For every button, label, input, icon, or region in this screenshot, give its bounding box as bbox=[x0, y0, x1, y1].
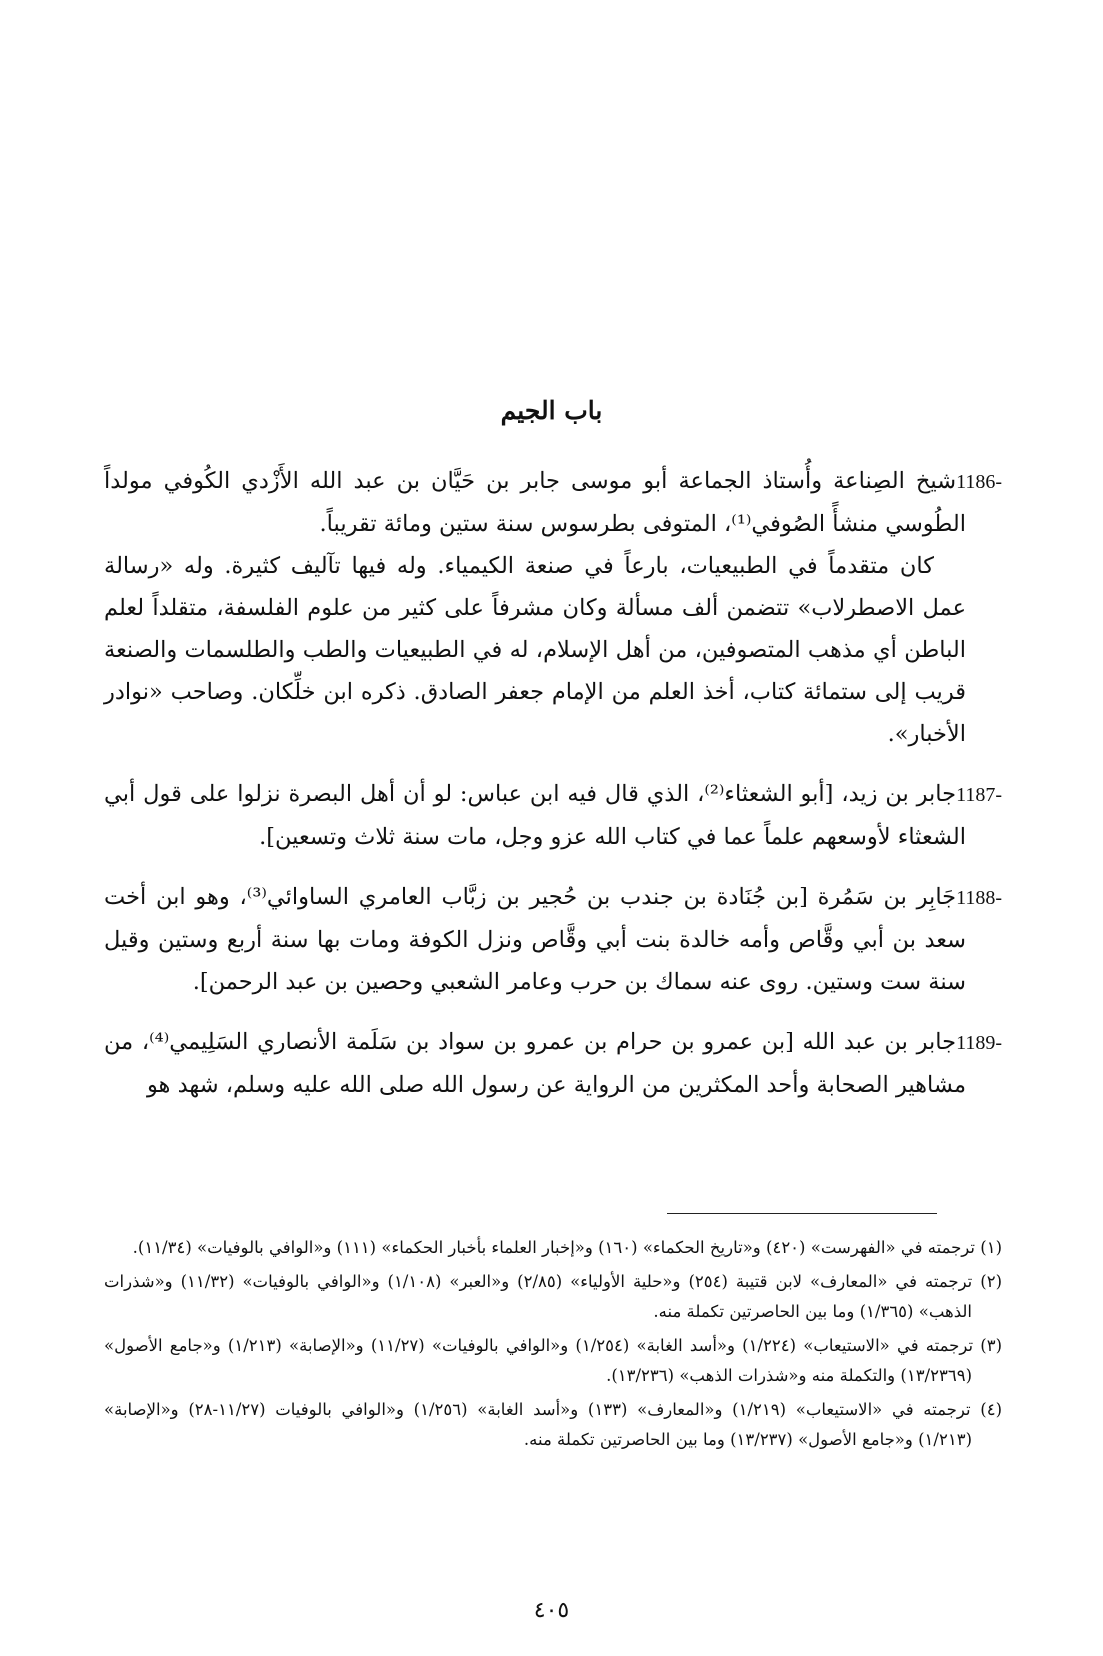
footnote-divider bbox=[667, 1213, 937, 1214]
entry-heading bbox=[104, 876, 1002, 1003]
chapter-title: باب الجيم bbox=[500, 396, 603, 425]
footnote-3: (٣) ترجمته في «الاستيعاب» (١/٢٢٤) و«أسد الغابة» (١/٢٥٤) و«الوافي بالوفيات» (١١/٢٧) و«الإصابة» (١/٢١٣) و«جامع الأصول» (١٣/٢٣٦٩) والتكملة منه و«شذرات الذهب» (١٣/٢٣٦). bbox=[104, 1336, 1002, 1385]
entry-1186 bbox=[104, 460, 1002, 755]
footnote-4: (٤) ترجمته في «الاستيعاب» (١/٢١٩) و«المعارف» (١٣٣) و«أسد الغابة» (١/٢٥٦) و«الوافي بالوفيات (١١/٢٧-٢٨) و«الإصابة» (١/٢١٣) و«جامع الأصول» (١٣/٢٣٧) وما بين الحاصرتين تكملة منه. bbox=[104, 1400, 1003, 1449]
entry-1188 bbox=[104, 876, 1002, 1003]
page-number: ٤٠٥ bbox=[533, 1598, 570, 1623]
entry-heading bbox=[104, 460, 1002, 545]
entry-number: 1189- bbox=[956, 1032, 1002, 1054]
entry-heading-text: جابر بن زيد، [أبو الشعثاء⁽²⁾، الذي قال فيه ابن عباس: لو أن أهل البصرة نزلوا على قول أبي الشعثاء لأوسعهم علماً عما في كتاب الله عزو وجل، مات سنة ثلاث وتسعين]. bbox=[104, 781, 966, 850]
entry-heading bbox=[104, 773, 1002, 858]
footnote-1: (١) ترجمته في «الفهرست» (٤٢٠) و«تاريخ الحكماء» (١٦٠) و«إخبار العلماء بأخبار الحكماء» (١١١) و«الوافي بالوفيات» (١١/٣٤). bbox=[132, 1238, 1002, 1257]
entry-1187 bbox=[104, 773, 1002, 858]
entry-heading bbox=[104, 1021, 1002, 1106]
entry-number: 1186- bbox=[956, 471, 1002, 493]
footnotes bbox=[104, 1233, 1002, 1459]
entry-number: 1188- bbox=[956, 887, 1003, 909]
entry-heading-text: جابر بن عبد الله [بن عمرو بن حرام بن عمرو بن سواد بن سَلَمة الأنصاري السَلِيمي⁽⁴⁾، من مشاهير الصحابة وأحد المكثرين من الرواية عن رسول الله صلى الله عليه وسلم، شهد هو bbox=[104, 1029, 966, 1098]
entry-body: كان متقدماً في الطبيعيات، بارعاً في صنعة الكيمياء. وله فيها تآليف كثيرة. وله «رسالة عمل الاصطرلاب» تتضمن ألف مسألة وكان مشرفاً على كثير من علوم الفلسفة، متقلداً لعلم الباطن أي مذهب المتصوفين، من أهل الإسلام، له في الطبيعيات والطب والطلسمات والصنعة قريب إلى ستمائة كتاب، أخذ العلم من الإمام جعفر الصادق. ذكره ابن خلِّكان. وصاحب «نوادر الأخبار». bbox=[104, 553, 966, 747]
main-text bbox=[104, 460, 1002, 1124]
entry-heading-text: شيخ الصِناعة وأُستاذ الجماعة أبو موسى جابر بن حَيَّان بن عبد الله الأَزْدي الكُوفي مولداً الطُوسي منشأً الصُوفي⁽¹⁾، المتوفى بطرسوس سنة ستين ومائة تقريباً. bbox=[104, 468, 966, 537]
entry-1189 bbox=[104, 1021, 1002, 1106]
footnote-2: (٢) ترجمته في «المعارف» لابن قتيبة (٢٥٤) و«حلية الأولياء» (٢/٨٥) و«العبر» (١/١٠٨) و«الوافي بالوفيات» (١١/٣٢) و«شذرات الذهب» (١/٣٦٥) وما بين الحاصرتين تكملة منه. bbox=[104, 1272, 1002, 1321]
entry-number: 1187- bbox=[956, 784, 1002, 806]
entry-heading-text: جَابِر بن سَمُرة [بن جُنَادة بن جندب بن حُجير بن زبَّاب العامري الساوائي⁽³⁾، وهو ابن أخت سعد بن أبي وقَّاص وأمه خالدة بنت أبي وقَّاص ونزل الكوفة ومات بها سنة أربع وستين وقيل سنة ست وستين. روى عنه سماك بن حرب وعامر الشعبي وحصين بن عبد الرحمن]. bbox=[104, 884, 966, 995]
